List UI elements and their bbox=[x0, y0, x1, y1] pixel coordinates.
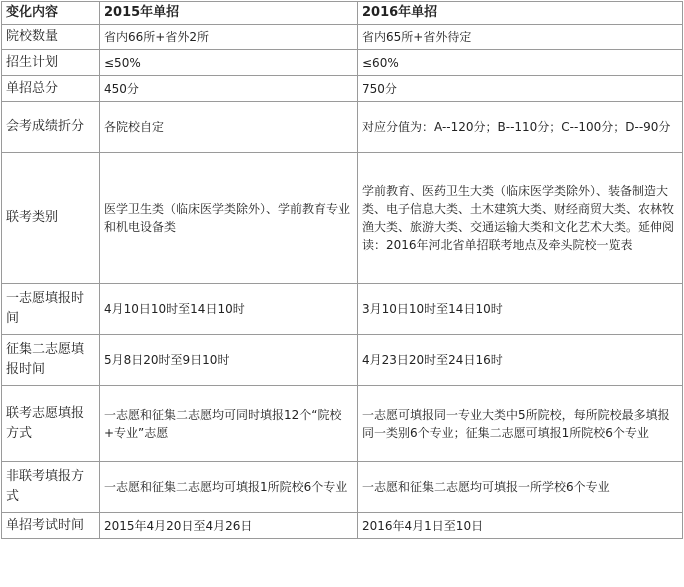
cell-2015: 一志愿和征集二志愿均可同时填报12个“院校+专业”志愿 bbox=[100, 386, 358, 462]
table-row bbox=[2, 153, 683, 284]
row-label: 非联考填报方式 bbox=[2, 462, 100, 513]
cell-2016: 一志愿和征集二志愿均可填报一所学校6个专业 bbox=[358, 462, 683, 513]
header-2016: 2016年单招 bbox=[358, 2, 683, 25]
row-label: 招生计划 bbox=[2, 50, 100, 76]
comparison-table bbox=[1, 1, 683, 539]
row-label: 一志愿填报时间 bbox=[2, 284, 100, 335]
header-change-content: 变化内容 bbox=[2, 2, 100, 25]
cell-2016: 一志愿可填报同一专业大类中5所院校，每所院校最多填报同一类别6个专业；征集二志愿可填报1所院校6个专业 bbox=[358, 386, 683, 462]
cell-2015: 4月10日10时至14日10时 bbox=[100, 284, 358, 335]
table-row bbox=[2, 50, 683, 76]
header-2015: 2015年单招 bbox=[100, 2, 358, 25]
table-row bbox=[2, 284, 683, 335]
table-row bbox=[2, 386, 683, 462]
cell-2015: 各院校自定 bbox=[100, 102, 358, 153]
cell-2015: 5月8日20时至9日10时 bbox=[100, 335, 358, 386]
table-row bbox=[2, 102, 683, 153]
cell-2015: 医学卫生类（临床医学类除外）、学前教育专业和机电设备类 bbox=[100, 153, 358, 284]
comparison-table-wrapper bbox=[1, 1, 683, 539]
cell-2015: ≤50% bbox=[100, 50, 358, 76]
cell-2015: 一志愿和征集二志愿均可填报1所院校6个专业 bbox=[100, 462, 358, 513]
cell-2016: 对应分值为：A--120分；B--110分；C--100分；D--90分 bbox=[358, 102, 683, 153]
cell-2016: ≤60% bbox=[358, 50, 683, 76]
table-header-row bbox=[2, 2, 683, 25]
row-label: 联考志愿填报方式 bbox=[2, 386, 100, 462]
cell-2016: 2016年4月1日至10日 bbox=[358, 513, 683, 539]
cell-2016: 4月23日20时至24日16时 bbox=[358, 335, 683, 386]
row-label: 单招考试时间 bbox=[2, 513, 100, 539]
cell-2016: 省内65所+省外待定 bbox=[358, 25, 683, 50]
cell-2015: 2015年4月20日至4月26日 bbox=[100, 513, 358, 539]
row-label: 征集二志愿填报时间 bbox=[2, 335, 100, 386]
cell-2016: 3月10日10时至14日10时 bbox=[358, 284, 683, 335]
table-row bbox=[2, 335, 683, 386]
table-row bbox=[2, 76, 683, 102]
cell-2015: 省内66所+省外2所 bbox=[100, 25, 358, 50]
row-label: 会考成绩折分 bbox=[2, 102, 100, 153]
cell-2015: 450分 bbox=[100, 76, 358, 102]
row-label: 院校数量 bbox=[2, 25, 100, 50]
cell-2016: 750分 bbox=[358, 76, 683, 102]
table-row bbox=[2, 462, 683, 513]
table-row bbox=[2, 513, 683, 539]
table-row bbox=[2, 25, 683, 50]
row-label: 单招总分 bbox=[2, 76, 100, 102]
cell-2016: 学前教育、医药卫生大类（临床医学类除外）、装备制造大类、电子信息大类、土木建筑大类、财经商贸大类、农林牧渔大类、旅游大类、交通运输大类和文化艺术大类。延伸阅读：2016年河北省单招联考地点及牵头院校一览表 bbox=[358, 153, 683, 284]
row-label: 联考类别 bbox=[2, 153, 100, 284]
